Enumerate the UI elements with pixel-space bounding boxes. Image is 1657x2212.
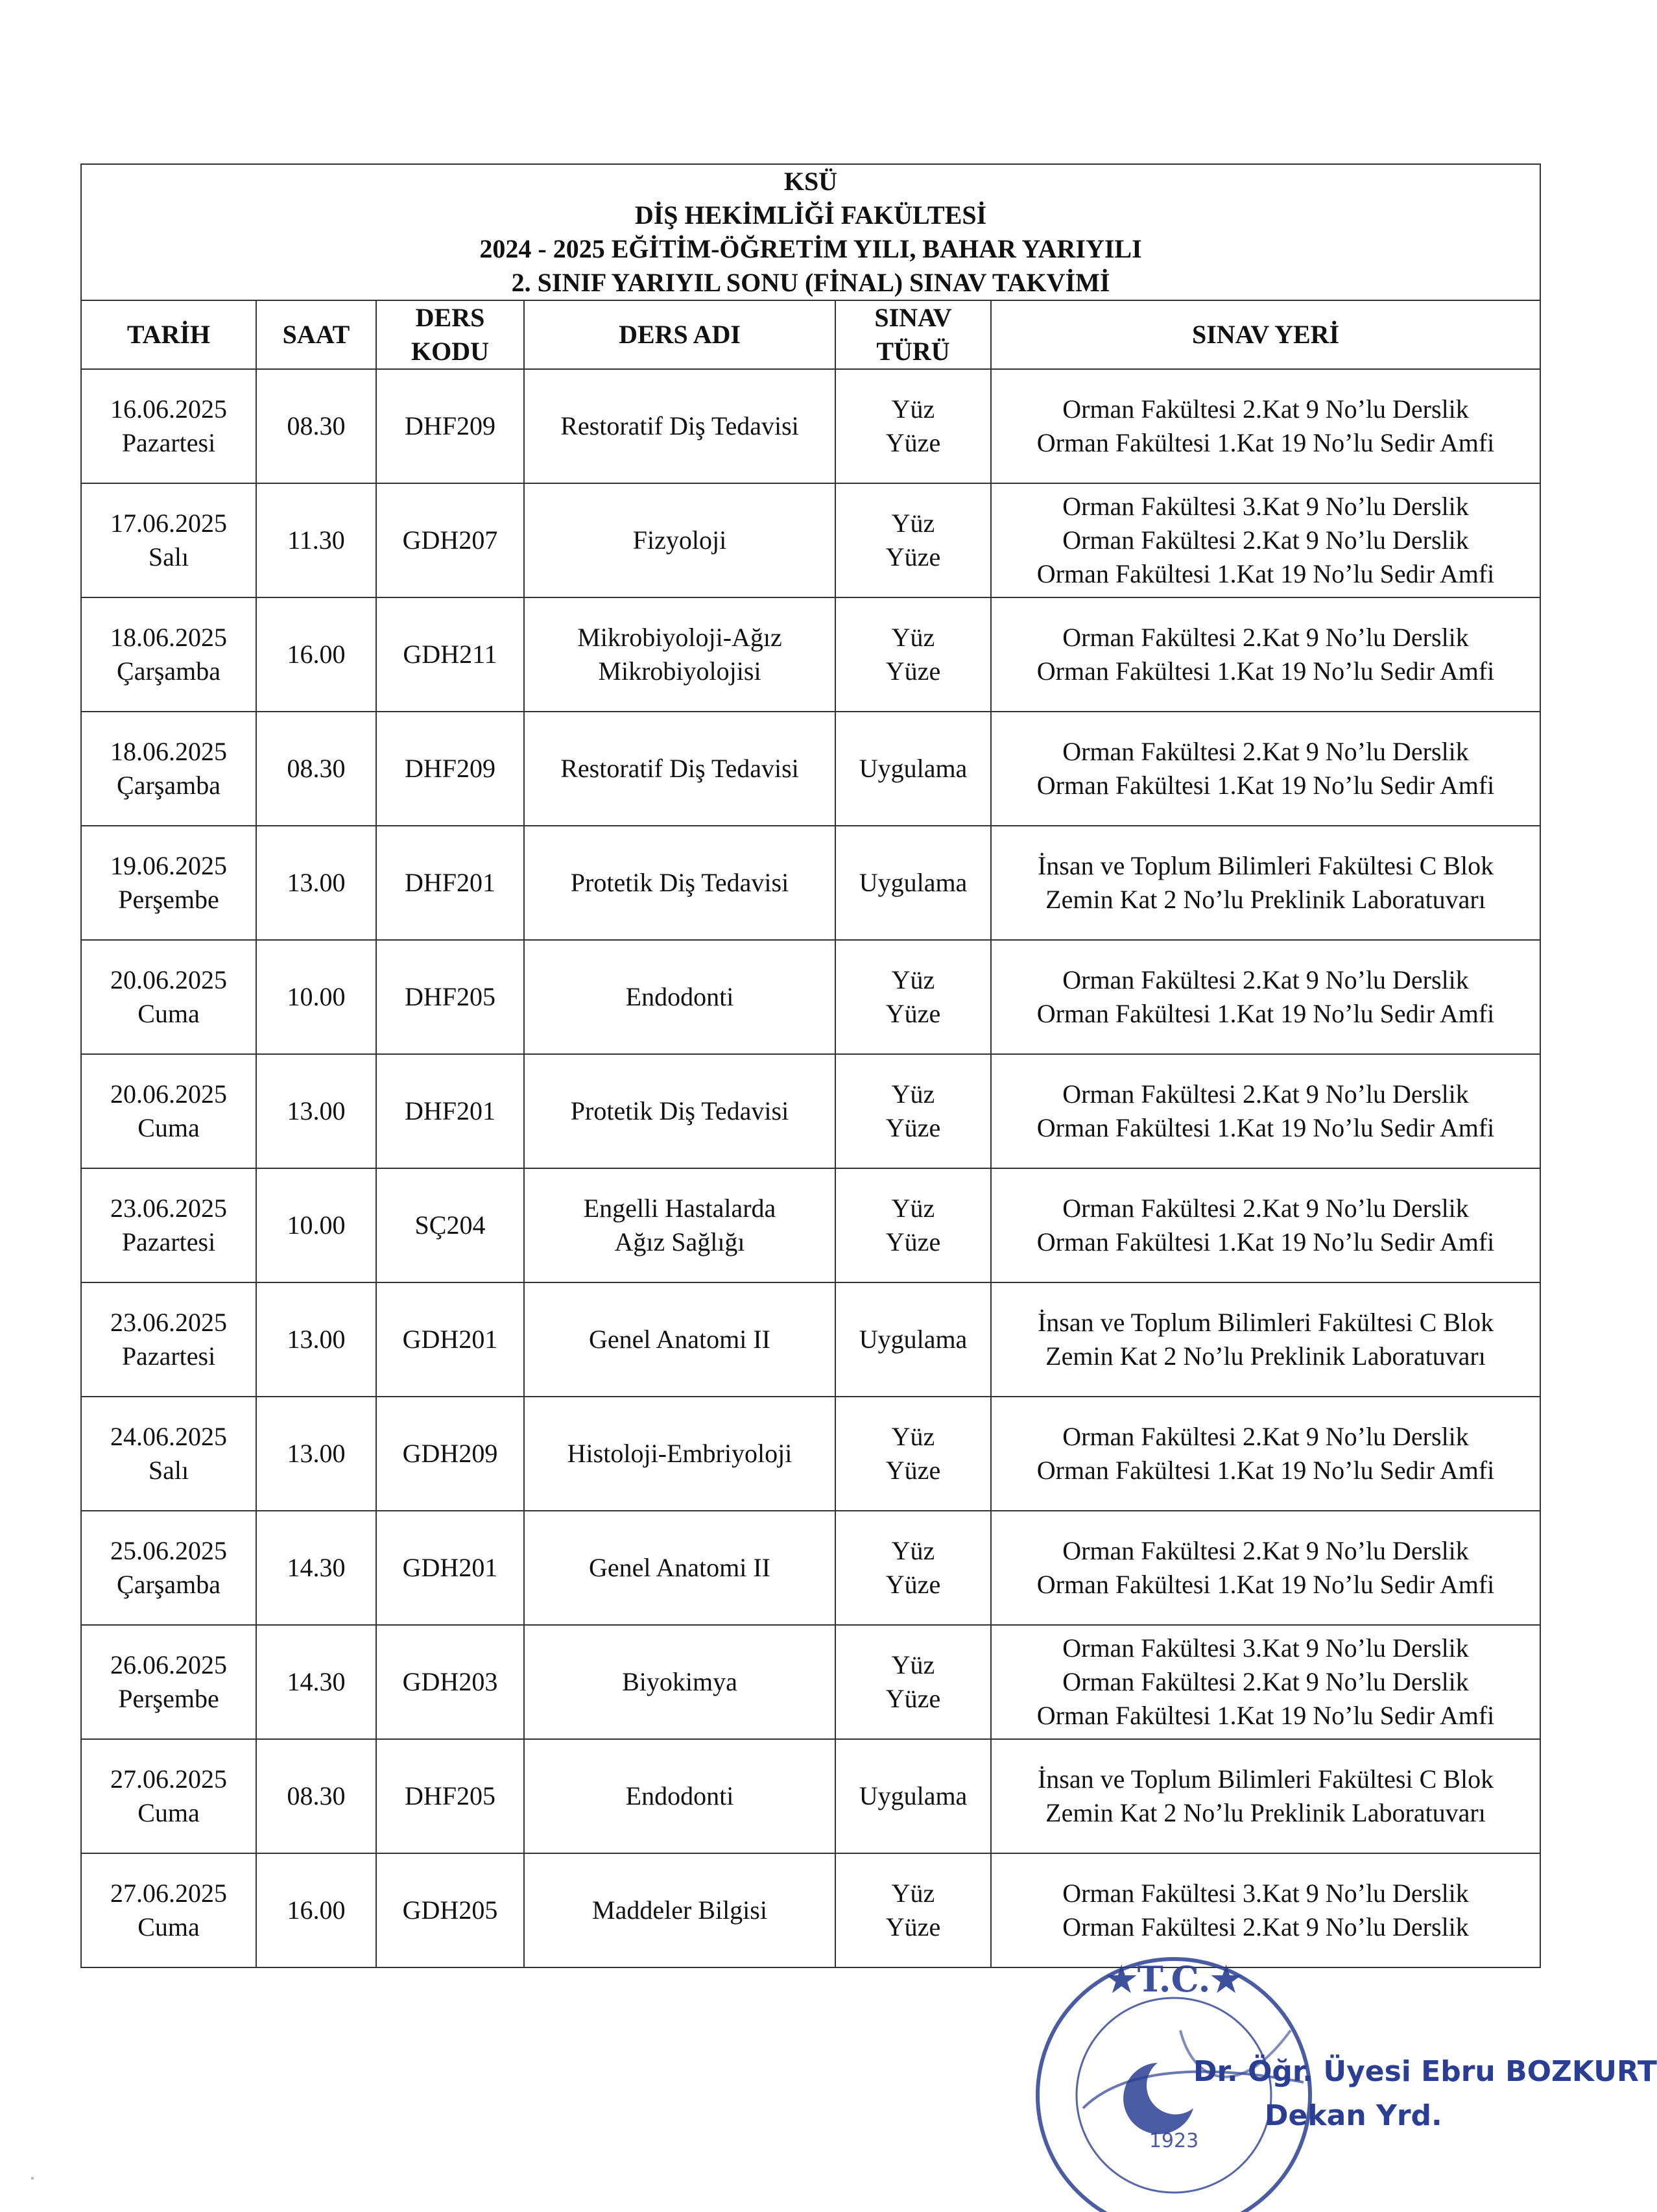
cell-tarih-day: Pazartesi — [121, 1341, 216, 1371]
cell-tarih-date: 27.06.2025 — [110, 1764, 227, 1794]
cell-sinav-turu — [835, 1739, 991, 1853]
cell-sinav-turu-line: Yüz — [891, 623, 935, 652]
cell-tarih — [81, 826, 256, 940]
col-header-saat: SAAT — [256, 300, 376, 369]
cell-tarih-day: Çarşamba — [117, 771, 221, 800]
cell-sinav-yeri-line: Orman Fakültesi 2.Kat 9 No’lu Derslik — [1062, 1912, 1469, 1942]
cell-ders-kodu: GDH209 — [376, 1397, 524, 1511]
cell-tarih — [81, 940, 256, 1054]
svg-text:★T.C.★: ★T.C.★ — [1106, 1958, 1242, 2000]
cell-sinav-yeri — [991, 826, 1540, 940]
table-row — [81, 369, 1540, 483]
cell-ders-kodu: DHF201 — [376, 1054, 524, 1168]
cell-sinav-turu-line: Uygulama — [859, 868, 968, 897]
table-row — [81, 1054, 1540, 1168]
cell-sinav-yeri-line: Orman Fakültesi 1.Kat 19 No’lu Sedir Amfi — [1036, 656, 1495, 686]
cell-ders-adi-line: Maddeler Bilgisi — [592, 1895, 767, 1925]
cell-tarih — [81, 1625, 256, 1739]
cell-sinav-turu-line: Yüze — [885, 656, 941, 686]
cell-ders-adi-line: Genel Anatomi II — [589, 1325, 770, 1354]
col-header-tarih: TARİH — [81, 300, 256, 369]
cell-tarih — [81, 712, 256, 826]
cell-tarih-day: Salı — [148, 542, 189, 571]
cell-sinav-turu-line: Uygulama — [859, 754, 968, 783]
cell-sinav-turu-line: Yüz — [891, 1650, 935, 1679]
cell-ders-kodu: GDH211 — [376, 597, 524, 712]
cell-ders-kodu: DHF209 — [376, 369, 524, 483]
cell-sinav-turu — [835, 483, 991, 597]
col-header-sinav-turu-line1: SINAV — [874, 303, 952, 332]
cell-tarih — [81, 1054, 256, 1168]
cell-sinav-yeri-line: Orman Fakültesi 1.Kat 19 No’lu Sedir Amfi — [1036, 1456, 1495, 1485]
cell-ders-adi — [524, 369, 835, 483]
cell-sinav-yeri — [991, 483, 1540, 597]
cell-tarih-date: 24.06.2025 — [110, 1422, 227, 1451]
cell-ders-kodu: GDH201 — [376, 1511, 524, 1625]
cell-tarih-date: 16.06.2025 — [110, 394, 227, 424]
cell-sinav-yeri — [991, 1282, 1540, 1397]
cell-sinav-turu — [835, 1054, 991, 1168]
cell-saat: 16.00 — [256, 597, 376, 712]
col-header-ders-kodu-line2: KODU — [411, 337, 489, 366]
cell-sinav-turu — [835, 712, 991, 826]
cell-tarih — [81, 1739, 256, 1853]
cell-ders-adi — [524, 1511, 835, 1625]
cell-saat: 10.00 — [256, 1168, 376, 1282]
cell-sinav-yeri-line: Orman Fakültesi 2.Kat 9 No’lu Derslik — [1062, 1079, 1469, 1109]
cell-sinav-yeri — [991, 712, 1540, 826]
cell-tarih — [81, 483, 256, 597]
cell-sinav-yeri — [991, 1054, 1540, 1168]
table-row — [81, 1511, 1540, 1625]
cell-tarih-date: 27.06.2025 — [110, 1879, 227, 1908]
cell-tarih-day: Cuma — [137, 1113, 200, 1142]
cell-saat: 11.30 — [256, 483, 376, 597]
cell-tarih — [81, 1853, 256, 1967]
cell-sinav-yeri-line: Orman Fakültesi 1.Kat 19 No’lu Sedir Amfi — [1036, 1227, 1495, 1256]
cell-ders-adi-line: Engelli Hastalarda — [583, 1194, 776, 1223]
cell-ders-kodu: DHF201 — [376, 826, 524, 940]
cell-ders-adi-line: Restoratif Diş Tedavisi — [560, 411, 799, 440]
col-header-ders-adi: DERS ADI — [524, 300, 835, 369]
cell-sinav-yeri — [991, 369, 1540, 483]
cell-sinav-turu-line: Yüze — [885, 1912, 941, 1942]
table-row — [81, 826, 1540, 940]
column-header-row — [81, 300, 1540, 369]
cell-ders-adi — [524, 483, 835, 597]
cell-ders-adi — [524, 1625, 835, 1739]
cell-sinav-turu-line: Yüze — [885, 1227, 941, 1256]
cell-tarih — [81, 1397, 256, 1511]
cell-sinav-yeri-line: Zemin Kat 2 No’lu Preklinik Laboratuvarı — [1045, 1341, 1486, 1371]
cell-saat: 13.00 — [256, 1282, 376, 1397]
cell-sinav-turu-line: Yüze — [885, 1570, 941, 1599]
cell-sinav-yeri — [991, 1168, 1540, 1282]
cell-sinav-turu — [835, 826, 991, 940]
cell-sinav-turu-line: Yüz — [891, 1194, 935, 1223]
cell-sinav-turu-line: Uygulama — [859, 1325, 968, 1354]
cell-saat: 13.00 — [256, 826, 376, 940]
cell-sinav-turu — [835, 1511, 991, 1625]
cell-sinav-yeri-line: Orman Fakültesi 1.Kat 19 No’lu Sedir Amfi — [1036, 999, 1495, 1028]
table-row — [81, 597, 1540, 712]
cell-tarih-date: 19.06.2025 — [110, 851, 227, 880]
cell-tarih-day: Salı — [148, 1456, 189, 1485]
table-row — [81, 1397, 1540, 1511]
cell-ders-kodu: GDH207 — [376, 483, 524, 597]
cell-ders-adi-line: Mikrobiyoloji-Ağız — [577, 623, 782, 652]
table-row — [81, 712, 1540, 826]
table-row — [81, 940, 1540, 1054]
cell-tarih-day: Pazartesi — [121, 1227, 216, 1256]
cell-sinav-yeri — [991, 1853, 1540, 1967]
cell-ders-adi — [524, 712, 835, 826]
cell-sinav-yeri-line: İnsan ve Toplum Bilimleri Fakültesi C Blok — [1037, 1764, 1494, 1794]
col-header-sinav-yeri: SINAV YERİ — [991, 300, 1540, 369]
cell-ders-adi-line: Mikrobiyolojisi — [598, 656, 761, 686]
signature-name: Dr. Öğr. Üyesi Ebru BOZKURT — [1193, 2055, 1657, 2088]
scan-artifact — [31, 2177, 34, 2180]
exam-schedule — [80, 163, 1540, 1968]
cell-ders-adi — [524, 1054, 835, 1168]
col-header-sinav-turu — [835, 300, 991, 369]
cell-sinav-yeri — [991, 940, 1540, 1054]
title-exam-calendar: 2. SINIF YARIYIL SONU (FİNAL) SINAV TAKVİMİ — [511, 268, 1110, 297]
cell-tarih — [81, 1282, 256, 1397]
cell-saat: 08.30 — [256, 369, 376, 483]
cell-ders-adi-line: Ağız Sağlığı — [614, 1227, 745, 1256]
cell-ders-adi-line: Genel Anatomi II — [589, 1553, 770, 1582]
cell-sinav-yeri-line: Orman Fakültesi 2.Kat 9 No’lu Derslik — [1062, 525, 1469, 555]
col-header-ders-kodu — [376, 300, 524, 369]
table-title — [81, 164, 1540, 300]
cell-ders-adi — [524, 1397, 835, 1511]
cell-sinav-turu-line: Yüze — [885, 428, 941, 457]
cell-tarih-date: 23.06.2025 — [110, 1194, 227, 1223]
cell-sinav-turu — [835, 1853, 991, 1967]
table-row — [81, 1739, 1540, 1853]
cell-sinav-yeri-line: Orman Fakültesi 3.Kat 9 No’lu Derslik — [1062, 1879, 1469, 1908]
cell-sinav-yeri-line: Orman Fakültesi 1.Kat 19 No’lu Sedir Amfi — [1036, 1570, 1495, 1599]
cell-sinav-yeri-line: Orman Fakültesi 1.Kat 19 No’lu Sedir Amfi — [1036, 559, 1495, 588]
cell-ders-adi-line: Endodonti — [625, 982, 734, 1011]
cell-sinav-turu-line: Yüze — [885, 999, 941, 1028]
cell-sinav-turu-line: Yüz — [891, 394, 935, 424]
cell-sinav-turu-line: Uygulama — [859, 1781, 968, 1810]
cell-sinav-turu — [835, 1397, 991, 1511]
cell-sinav-turu-line: Yüz — [891, 1079, 935, 1109]
cell-tarih-date: 23.06.2025 — [110, 1308, 227, 1337]
cell-saat: 13.00 — [256, 1397, 376, 1511]
cell-sinav-yeri-line: Orman Fakültesi 2.Kat 9 No’lu Derslik — [1062, 1194, 1469, 1223]
cell-sinav-yeri-line: Orman Fakültesi 2.Kat 9 No’lu Derslik — [1062, 394, 1469, 424]
cell-ders-kodu: GDH205 — [376, 1853, 524, 1967]
cell-sinav-yeri — [991, 1511, 1540, 1625]
cell-sinav-yeri-line: Zemin Kat 2 No’lu Preklinik Laboratuvarı — [1045, 885, 1486, 914]
cell-sinav-turu-line: Yüze — [885, 1113, 941, 1142]
cell-tarih-date: 26.06.2025 — [110, 1650, 227, 1679]
cell-tarih-day: Cuma — [137, 999, 200, 1028]
cell-sinav-yeri-line: Orman Fakültesi 1.Kat 19 No’lu Sedir Amfi — [1036, 428, 1495, 457]
cell-saat: 08.30 — [256, 712, 376, 826]
cell-saat: 10.00 — [256, 940, 376, 1054]
cell-tarih-date: 20.06.2025 — [110, 965, 227, 994]
cell-sinav-turu-line: Yüze — [885, 1684, 941, 1713]
cell-sinav-turu — [835, 1168, 991, 1282]
cell-tarih-date: 18.06.2025 — [110, 737, 227, 766]
cell-sinav-yeri — [991, 1625, 1540, 1739]
cell-sinav-turu-line: Yüz — [891, 1536, 935, 1565]
cell-ders-adi-line: Protetik Diş Tedavisi — [570, 868, 789, 897]
cell-tarih-day: Çarşamba — [117, 1570, 221, 1599]
schedule-table — [80, 163, 1541, 1968]
cell-saat: 16.00 — [256, 1853, 376, 1967]
col-header-sinav-turu-line2: TÜRÜ — [876, 337, 950, 366]
cell-tarih-date: 17.06.2025 — [110, 509, 227, 538]
cell-sinav-yeri-line: Orman Fakültesi 3.Kat 9 No’lu Derslik — [1062, 492, 1469, 521]
cell-sinav-turu-line: Yüz — [891, 1879, 935, 1908]
cell-tarih-date: 18.06.2025 — [110, 623, 227, 652]
table-row — [81, 1282, 1540, 1397]
svg-text:1923: 1923 — [1149, 2130, 1199, 2152]
cell-ders-adi-line: Biyokimya — [622, 1667, 737, 1696]
cell-ders-kodu: GDH201 — [376, 1282, 524, 1397]
cell-tarih-date: 25.06.2025 — [110, 1536, 227, 1565]
cell-sinav-yeri — [991, 1739, 1540, 1853]
title-academic-year: 2024 - 2025 EĞİTİM-ÖĞRETİM YILI, BAHAR YARIYILI — [479, 234, 1142, 263]
cell-tarih-day: Pazartesi — [121, 428, 216, 457]
cell-sinav-yeri-line: Orman Fakültesi 2.Kat 9 No’lu Derslik — [1062, 1536, 1469, 1565]
cell-ders-adi — [524, 1739, 835, 1853]
cell-ders-adi-line: Protetik Diş Tedavisi — [570, 1096, 789, 1125]
cell-sinav-yeri-line: Zemin Kat 2 No’lu Preklinik Laboratuvarı — [1045, 1798, 1486, 1827]
cell-sinav-turu-line: Yüz — [891, 509, 935, 538]
title-university: KSÜ — [783, 167, 838, 196]
cell-sinav-yeri-line: Orman Fakültesi 2.Kat 9 No’lu Derslik — [1062, 1422, 1469, 1451]
table-row — [81, 1853, 1540, 1967]
cell-tarih — [81, 597, 256, 712]
cell-ders-adi-line: Fizyoloji — [632, 525, 727, 555]
cell-sinav-turu — [835, 597, 991, 712]
cell-sinav-yeri-line: Orman Fakültesi 2.Kat 9 No’lu Derslik — [1062, 965, 1469, 994]
cell-ders-adi — [524, 940, 835, 1054]
cell-sinav-turu-line: Yüze — [885, 1456, 941, 1485]
cell-sinav-turu-line: Yüz — [891, 1422, 935, 1451]
cell-ders-adi-line: Restoratif Diş Tedavisi — [560, 754, 799, 783]
cell-ders-adi — [524, 597, 835, 712]
cell-sinav-turu-line: Yüz — [891, 965, 935, 994]
cell-tarih — [81, 1168, 256, 1282]
cell-tarih-day: Perşembe — [118, 885, 219, 914]
cell-sinav-yeri-line: Orman Fakültesi 1.Kat 19 No’lu Sedir Amfi — [1036, 1701, 1495, 1730]
cell-ders-kodu: DHF205 — [376, 940, 524, 1054]
cell-ders-adi-line: Endodonti — [625, 1781, 734, 1810]
cell-tarih-date: 20.06.2025 — [110, 1079, 227, 1109]
cell-ders-adi — [524, 1282, 835, 1397]
cell-ders-kodu: GDH203 — [376, 1625, 524, 1739]
cell-ders-kodu: DHF205 — [376, 1739, 524, 1853]
table-row — [81, 1168, 1540, 1282]
table-row — [81, 483, 1540, 597]
cell-tarih-day: Cuma — [137, 1798, 200, 1827]
col-header-ders-kodu-line1: DERS — [415, 303, 485, 332]
cell-tarih-day: Cuma — [137, 1912, 200, 1942]
cell-sinav-yeri-line: Orman Fakültesi 2.Kat 9 No’lu Derslik — [1062, 737, 1469, 766]
cell-sinav-turu — [835, 369, 991, 483]
cell-sinav-yeri-line: Orman Fakültesi 3.Kat 9 No’lu Derslik — [1062, 1633, 1469, 1663]
cell-sinav-turu — [835, 1282, 991, 1397]
cell-sinav-yeri — [991, 597, 1540, 712]
cell-tarih — [81, 1511, 256, 1625]
cell-sinav-yeri-line: Orman Fakültesi 2.Kat 9 No’lu Derslik — [1062, 623, 1469, 652]
cell-sinav-yeri-line: İnsan ve Toplum Bilimleri Fakültesi C Blok — [1037, 851, 1494, 880]
cell-ders-adi — [524, 1853, 835, 1967]
cell-ders-adi-line: Histoloji-Embriyoloji — [567, 1439, 793, 1468]
cell-sinav-turu-line: Yüze — [885, 542, 941, 571]
cell-sinav-yeri-line: Orman Fakültesi 1.Kat 19 No’lu Sedir Amfi — [1036, 771, 1495, 800]
cell-saat: 13.00 — [256, 1054, 376, 1168]
cell-sinav-turu — [835, 1625, 991, 1739]
cell-ders-adi — [524, 1168, 835, 1282]
signature-title: Dekan Yrd. — [1265, 2099, 1442, 2132]
cell-ders-kodu: SÇ204 — [376, 1168, 524, 1282]
cell-saat: 08.30 — [256, 1739, 376, 1853]
cell-tarih — [81, 369, 256, 483]
cell-tarih-day: Çarşamba — [117, 656, 221, 686]
cell-tarih-day: Perşembe — [118, 1684, 219, 1713]
cell-sinav-yeri-line: Orman Fakültesi 1.Kat 19 No’lu Sedir Amfi — [1036, 1113, 1495, 1142]
cell-sinav-turu — [835, 940, 991, 1054]
table-row — [81, 1625, 1540, 1739]
cell-sinav-yeri-line: Orman Fakültesi 2.Kat 9 No’lu Derslik — [1062, 1667, 1469, 1696]
cell-ders-adi — [524, 826, 835, 940]
cell-sinav-yeri — [991, 1397, 1540, 1511]
title-faculty: DİŞ HEKİMLİĞİ FAKÜLTESİ — [634, 200, 987, 230]
cell-saat: 14.30 — [256, 1511, 376, 1625]
cell-sinav-yeri-line: İnsan ve Toplum Bilimleri Fakültesi C Blok — [1037, 1308, 1494, 1337]
cell-ders-kodu: DHF209 — [376, 712, 524, 826]
cell-saat: 14.30 — [256, 1625, 376, 1739]
